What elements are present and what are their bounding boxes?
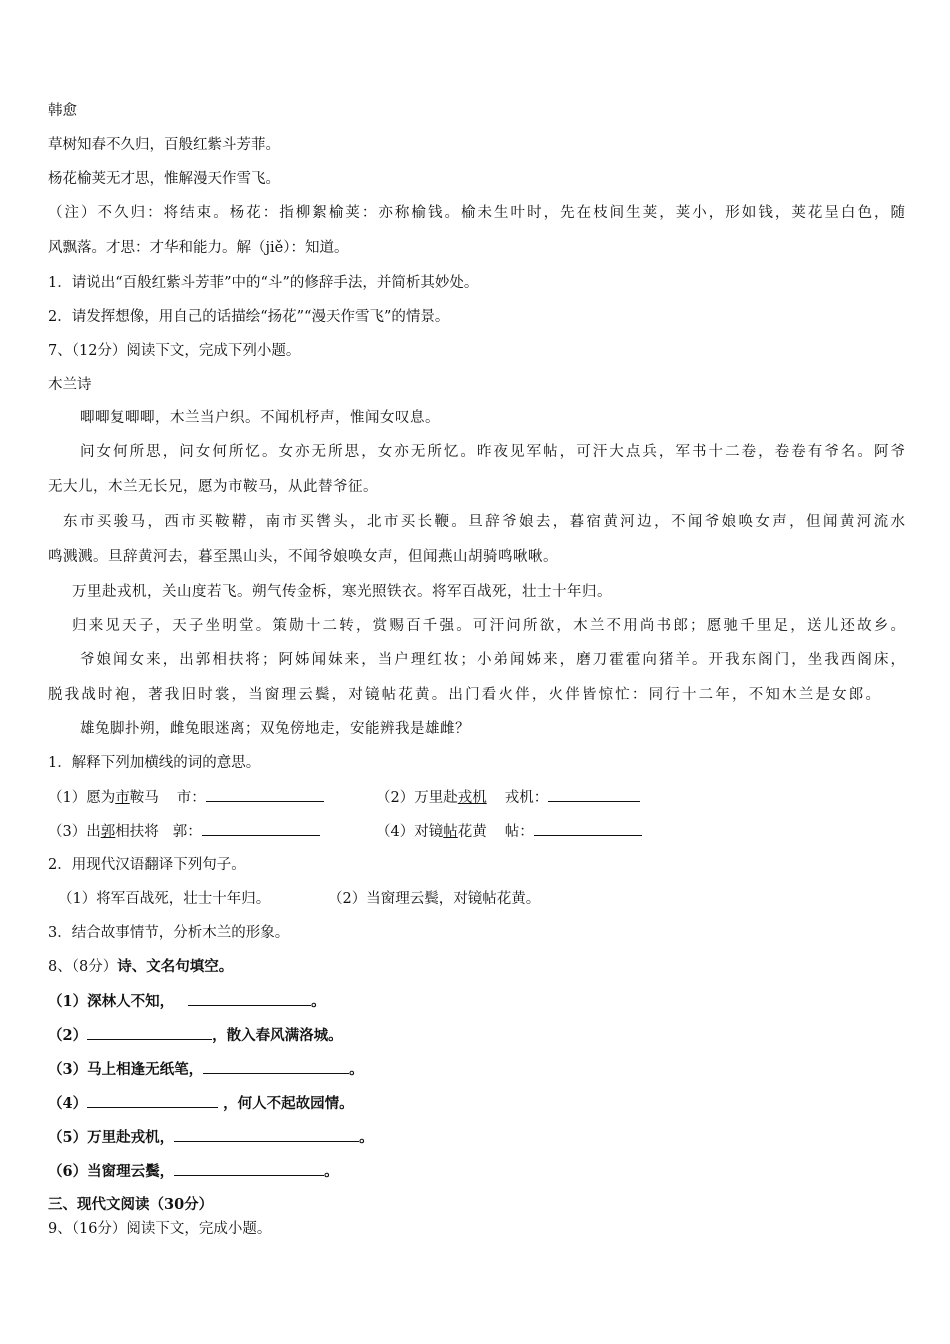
answer-blank[interactable] bbox=[174, 1127, 359, 1142]
poem-note-line-1: （注）不久归：将结束。杨花：指柳絮榆荚：亦称榆钱。榆未生叶时，先在枝间生荚，荚小，形如钱，荚花呈白色，随 bbox=[48, 205, 905, 221]
answer-blank[interactable] bbox=[534, 821, 642, 836]
answer-blank[interactable] bbox=[202, 821, 320, 836]
underlined-word: 帖 bbox=[443, 824, 458, 840]
answer-blank[interactable] bbox=[174, 1161, 324, 1176]
q7-title: 木兰诗 bbox=[48, 377, 92, 393]
mulan-para-5: 归来见天子，天子坐明堂。策勋十二转，赏赐百千强。可汗问所欲，木兰不用尚书郎；愿驰千里足，送儿还故乡。 bbox=[72, 618, 905, 634]
mulan-para-7: 雄兔脚扑朔，雌兔眼迷离；双兔傍地走，安能辨我是雄雌？ bbox=[80, 721, 470, 737]
poem-line-2: 杨花榆荚无才思，惟解漫天作雪飞。 bbox=[48, 171, 280, 187]
fill-item-5: （5）万里赴戎机， 。 bbox=[48, 1129, 374, 1146]
poem-note-line-2: 风飘落。才思：才华和能力。解（jiě）：知道。 bbox=[48, 240, 349, 256]
poem-question-1: 1．请说出“百般红紫斗芳菲”中的“斗”的修辞手法，并简析其妙处。 bbox=[48, 275, 479, 291]
mulan-para-3b: 鸣溅溅。旦辞黄河去，暮至黑山头，不闻爷娘唤女声，但闻燕山胡骑鸣啾啾。 bbox=[48, 549, 558, 565]
vocab-item-4: （4）对镜帖花黄 帖： bbox=[376, 821, 642, 842]
vocab-item-3: （3）出郭相扶将 郭： bbox=[48, 821, 320, 842]
translate-item-1: （1）将军百战死，壮士十年归。 bbox=[58, 891, 271, 907]
underlined-word: 市 bbox=[115, 790, 130, 806]
mulan-para-6b: 脱我战时袍，著我旧时裳，当窗理云鬓，对镜帖花黄。出门看火伴，火伴皆惊忙：同行十二年，不知木兰是女郎。 bbox=[48, 687, 880, 703]
poem-line-1: 草树知春不久归，百般红紫斗芳菲。 bbox=[48, 137, 280, 153]
answer-blank[interactable] bbox=[548, 787, 640, 802]
poem-question-2: 2．请发挥想像，用自己的话描绘“扬花”“漫天作雪飞”的情景。 bbox=[48, 309, 450, 325]
q7-header: 7、（12分）阅读下文，完成下列小题。 bbox=[48, 343, 301, 359]
answer-blank[interactable] bbox=[203, 1059, 349, 1074]
q7-sub-3: 3．结合故事情节，分析木兰的形象。 bbox=[48, 925, 290, 941]
q7-sub-1: 1．解释下列加横线的词的意思。 bbox=[48, 755, 261, 771]
poem-author: 韩愈 bbox=[48, 103, 77, 119]
mulan-para-2a: 问女何所思，问女何所忆。女亦无所思，女亦无所忆。昨夜见军帖，可汗大点兵，军书十二卷，卷卷有爷名。阿爷 bbox=[80, 444, 905, 460]
answer-blank[interactable] bbox=[188, 991, 311, 1006]
mulan-para-6a: 爷娘闻女来，出郭相扶将；阿姊闻妹来，当户理红妆；小弟闻姊来，磨刀霍霍向猪羊。开我东阁门，坐我西阁床， bbox=[80, 652, 905, 668]
answer-blank[interactable] bbox=[87, 1093, 218, 1108]
fill-item-6: （6）当窗理云鬓， 。 bbox=[48, 1163, 339, 1180]
section-3-heading: 三、现代文阅读（30分） bbox=[48, 1196, 214, 1213]
underlined-word: 戎机 bbox=[457, 790, 487, 806]
translate-item-2: （2）当窗理云鬓，对镜帖花黄。 bbox=[328, 891, 541, 907]
q9-header: 9、（16分）阅读下文，完成小题。 bbox=[48, 1221, 272, 1237]
mulan-para-1: 唧唧复唧唧，木兰当户织。不闻机杼声，惟闻女叹息。 bbox=[80, 410, 440, 426]
answer-blank[interactable] bbox=[206, 787, 324, 802]
underlined-word: 郭 bbox=[100, 824, 116, 840]
q8-header: 8、（8分）诗、文名句填空。 bbox=[48, 958, 234, 975]
vocab-item-2: （2）万里赴戎机 戎机： bbox=[376, 787, 640, 808]
fill-item-1: （1）深林人不知， 。 bbox=[48, 993, 326, 1010]
mulan-para-3a: 东市买骏马，西市买鞍鞯，南市买辔头，北市买长鞭。旦辞爷娘去，暮宿黄河边，不闻爷娘唤女声，但闻黄河流水 bbox=[63, 514, 905, 530]
fill-item-3: （3）马上相逢无纸笔， 。 bbox=[48, 1061, 364, 1078]
answer-blank[interactable] bbox=[87, 1025, 212, 1040]
vocab-item-1: （1）愿为市鞍马 市： bbox=[48, 787, 324, 808]
fill-item-2: （2） ，散入春风满洛城。 bbox=[48, 1027, 343, 1044]
q7-sub-2: 2．用现代汉语翻译下列句子。 bbox=[48, 857, 246, 873]
mulan-para-4: 万里赴戎机，关山度若飞。朔气传金柝，寒光照铁衣。将军百战死，壮士十年归。 bbox=[72, 584, 612, 600]
mulan-para-2b: 无大儿，木兰无长兄，愿为市鞍马，从此替爷征。 bbox=[48, 479, 378, 495]
fill-item-4: （4） ，何人不起故园情。 bbox=[48, 1095, 354, 1112]
